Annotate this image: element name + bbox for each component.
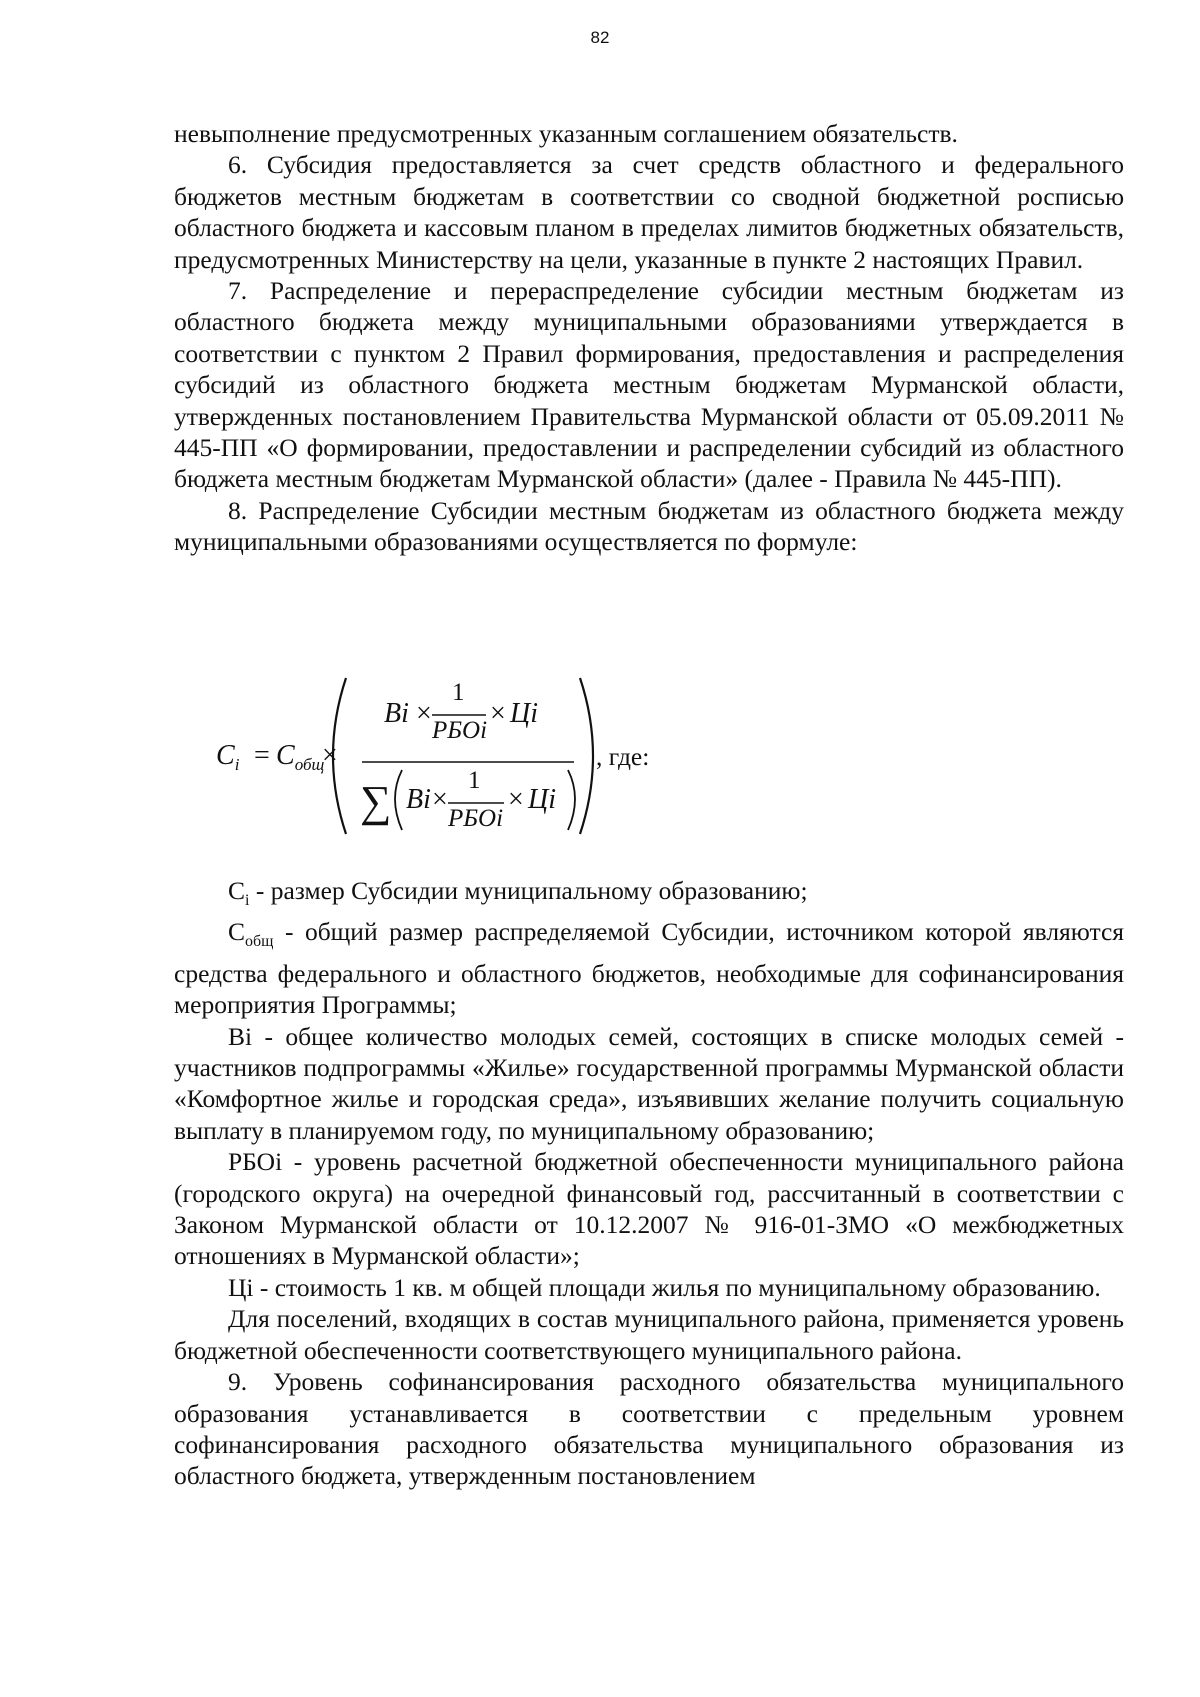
denominator-bi: Bi: [406, 784, 431, 815]
denominator-ts: Цi: [528, 784, 556, 815]
paragraph-item-6: 6. Субсидия предоставляется за счет средств областного и федерального бюджетов местным бюджетам в соответствии со сводной бюджетной росписью областного бюджета и кассовым планом в пределах лимитов бюджетных обязательств, предусмотренных Министерству на цели, указанные в пункте 2 настоящих Правил.: [174, 150, 1124, 274]
numerator-rbo: РБОi: [432, 717, 488, 744]
paragraph-settlements: Для поселений, входящих в состав муниципального района, применяется уровень бюджетной обеспеченности соответствующего муниципального района.: [174, 1304, 1124, 1365]
definition-ci: $C_i$ - размер Субсидии муниципальному образованию;: [228, 876, 808, 909]
numerator-times-2: ×: [490, 698, 506, 729]
definition-tsi: Цi - стоимость 1 кв. м общей площади жилья по муниципальному образованию.: [228, 1272, 1101, 1302]
denominator-rbo: РБОi: [448, 805, 504, 832]
distribution-formula: [170, 672, 930, 840]
formula-total: $C_{общ}$: [276, 740, 325, 774]
numerator-one: 1: [452, 679, 465, 706]
definition-c-total: $C_{общ}$ - общий размер распределяемой Субсидии, источником которой являются средства федерального и областного бюджетов, необходимые для софинансирования мероприятия Программы;: [174, 917, 1124, 1020]
formula-lhs: $C_i$: [216, 740, 240, 774]
formula-suffix: , где:: [596, 742, 650, 771]
numerator-bi: Bi: [384, 698, 409, 729]
numerator-ts: Цi: [510, 698, 538, 729]
outer-right-paren: [580, 678, 593, 834]
page-number: 82: [590, 28, 610, 47]
formula-times: ×: [322, 740, 338, 771]
text-block-before-formula: [174, 118, 1124, 558]
denominator-times-1: ×: [432, 784, 448, 815]
inner-left-paren: [395, 770, 402, 830]
paragraph-item-7: 7. Распределение и перераспределение субсидии местным бюджетам из областного бюджета между муниципальными образованиями утверждается в соответствии с пунктом 2 Правил формирования, предоставления и распределения субсидий из областного бюджета местным бюджетам Мурманской области, утвержденных постановлением Правительства Мурманской области от 05.09.2011 № 445-ПП «О формировании, предоставлении и распределении субсидий из областного бюджета местным бюджетам Мурманской области» (далее - Правила № 445-ПП).: [174, 276, 1124, 494]
numerator-times-1: ×: [416, 698, 432, 729]
denominator-times-2: ×: [508, 784, 524, 815]
inner-right-paren: [568, 770, 575, 830]
denominator-one: 1: [468, 767, 481, 794]
text-block-after-formula: [174, 875, 1124, 1492]
paragraph-item-8: 8. Распределение Субсидии местным бюджетам из областного бюджета между муниципальными образованиями осуществляется по формуле:: [174, 495, 1124, 557]
paragraph-item-9: 9. Уровень софинансирования расходного обязательства муниципального образования устанавливается в соответствии с предельным уровнем софинансирования расходного обязательства муниципального образования из областного бюджета, утвержденным постановлением: [174, 1367, 1124, 1491]
paragraph: невыполнение предусмотренных указанным соглашением обязательств.: [174, 119, 958, 148]
definition-bi: Вi - общее количество молодых семей, состоящих в списке молодых семей - участников подпрограммы «Жилье» государственной программы Мурманской области «Комфортное жилье и городская среда», изъявивших желание получить социальную выплату в планируемом году, по муниципальному образованию;: [174, 1021, 1124, 1145]
formula-equals: =: [254, 740, 270, 771]
sum-sign: ∑: [360, 777, 392, 826]
definition-rboi: РБОi - уровень расчетной бюджетной обеспеченности муниципального района (городского округа) на очередной финансовый год, рассчитанный в соответствии с Законом Мурманской области от 10.12.2007 № 916-01-ЗМО «О межбюджетных отношениях в Мурманской области»;: [174, 1147, 1124, 1271]
